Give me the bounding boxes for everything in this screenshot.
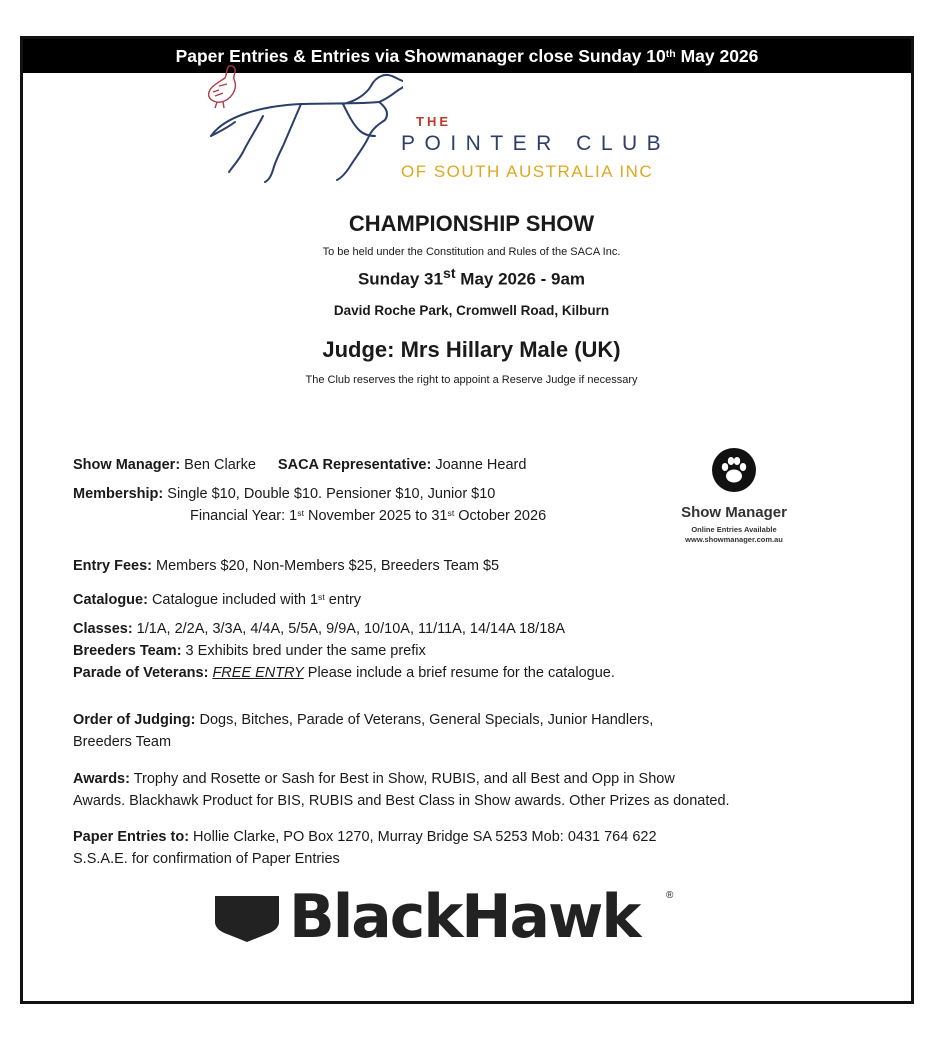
awards-line-1: [73, 770, 730, 789]
free-entry: FREE ENTRY: [212, 665, 304, 681]
order-value: Dogs, Bitches, Parade of Veterans, General Specials, Junior Handlers,: [195, 712, 654, 728]
banner-text: Paper Entries & Entries via Showmanager close Sunday 10: [175, 46, 666, 66]
awards-block: [73, 770, 730, 811]
veterans-label: Parade of Veterans:: [73, 665, 209, 681]
awards-line-2: Awards. Blackhawk Product for BIS, RUBIS and Best Class in Show awards. Other Prizes as donated.: [73, 793, 730, 809]
judge-heading: Judge: Mrs Hillary Male (UK): [322, 337, 621, 362]
financial-text-3: October 2026: [454, 508, 547, 524]
classes-value: 1/1A, 2/2A, 3/3A, 4/4A, 5/5A, 9/9A, 10/10A, 11/11A, 14/14A 18/18A: [132, 621, 566, 637]
show-manager-url: www.showmanager.com.au: [685, 535, 783, 544]
pointer-club-logo: [203, 62, 743, 190]
registered-mark: ®: [666, 890, 674, 901]
catalogue-line: [73, 591, 361, 610]
veterans-value: Please include a brief resume for the catalogue.: [303, 665, 615, 681]
date-text-end: May 2026 - 9am: [455, 269, 586, 289]
financial-text: Financial Year: 1: [190, 508, 298, 524]
awards-value: Trophy and Rosette or Sash for Best in Show, RUBIS, and all Best and Opp in Show: [129, 771, 675, 787]
order-line-2: Breeders Team: [73, 734, 172, 750]
order-block: [73, 711, 653, 752]
show-manager-value: Ben Clarke: [180, 457, 256, 473]
paw-icon: [712, 448, 756, 492]
paper-line-1: [73, 828, 657, 847]
paper-value: Hollie Clarke, PO Box 1270, Murray Bridge SA 5253 Mob: 0431 764 622: [189, 829, 657, 845]
financial-text-2: November 2025 to 31: [303, 508, 448, 524]
show-manager-label: Show Manager:: [73, 457, 181, 473]
show-title: CHAMPIONSHIP SHOW: [348, 211, 595, 236]
financial-year: [73, 507, 546, 526]
classes-block: [73, 620, 615, 683]
entry-fees-value: Members $20, Non-Members $25, Breeders Team $5: [151, 558, 500, 574]
reserve-judge-note: The Club reserves the right to appoint a Reserve Judge if necessary: [305, 374, 638, 386]
financial-sup: st: [297, 508, 304, 519]
breeders-line: [73, 642, 615, 661]
logo-club-name: POINTER CLUB: [401, 132, 671, 155]
paper-line-2: S.S.A.E. for confirmation of Paper Entries: [73, 851, 340, 867]
veterans-line: [73, 664, 615, 683]
show-manager-title: Show Manager: [681, 504, 787, 521]
financial-sup-2: st: [447, 508, 455, 519]
membership-label: Membership:: [73, 486, 164, 502]
date-sup: st: [442, 266, 456, 282]
paper-label: Paper Entries to:: [73, 829, 190, 845]
show-date: [0, 266, 943, 290]
banner-text-end: May 2026: [675, 46, 759, 66]
logo-the: THE: [416, 114, 451, 129]
blackhawk-logo: [213, 882, 683, 952]
order-label: Order of Judging:: [73, 712, 196, 728]
saca-label: SACA Representative:: [277, 457, 432, 473]
saca-value: Joanne Heard: [431, 457, 527, 473]
classes-label: Classes:: [73, 621, 133, 637]
blackhawk-wordmark: BlackHawk: [289, 882, 640, 952]
paper-entries-block: [73, 828, 657, 869]
show-manager-logo: [656, 442, 812, 552]
catalogue-text-end: entry: [324, 592, 362, 608]
shield-icon: [213, 894, 281, 944]
membership-value: Single $10, Double $10. Pensioner $10, Junior $10: [163, 486, 496, 502]
entry-fees-label: Entry Fees:: [73, 558, 152, 574]
breeders-value: 3 Exhibits bred under the same prefix: [181, 643, 426, 659]
logo-region: OF SOUTH AUSTRALIA INC: [401, 162, 654, 181]
awards-label: Awards:: [73, 771, 130, 787]
catalogue-label: Catalogue:: [73, 592, 148, 608]
show-manager-line: [73, 456, 526, 475]
classes-line: [73, 620, 615, 639]
membership-block: [73, 485, 546, 526]
date-text: Sunday 31: [357, 269, 443, 289]
catalogue-text: Catalogue included with 1: [147, 592, 319, 608]
entry-fees-line: [73, 557, 499, 576]
catalogue-sup: st: [318, 592, 325, 603]
banner-sup: th: [665, 48, 676, 61]
breeders-label: Breeders Team:: [73, 643, 182, 659]
show-manager-tagline: Online Entries Available: [691, 525, 777, 534]
rules-note: To be held under the Constitution and Rules of the SACA Inc.: [322, 246, 621, 258]
show-venue: David Roche Park, Cromwell Road, Kilburn: [333, 303, 610, 318]
bird-icon: [203, 62, 243, 110]
order-line-1: [73, 711, 653, 730]
